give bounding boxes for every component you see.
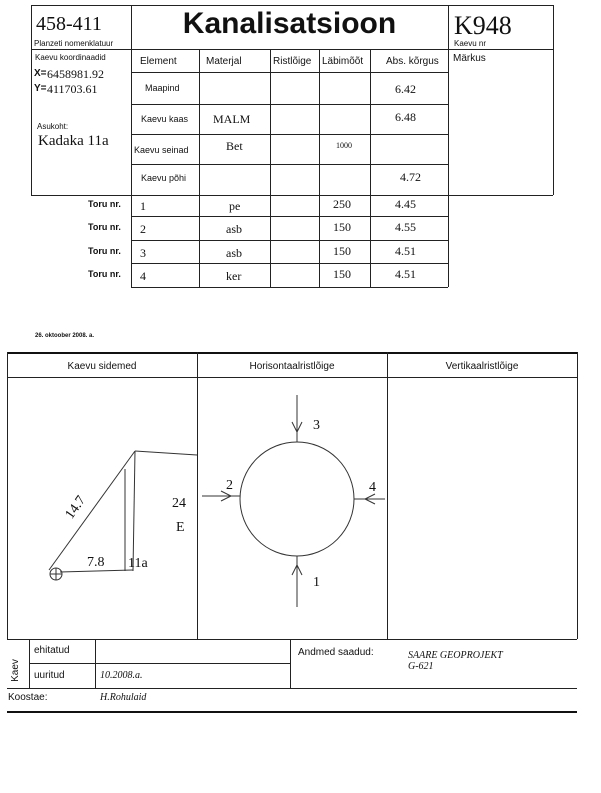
pipe-material-1: pe (229, 199, 241, 213)
pipe-height-3: 4.51 (395, 244, 416, 258)
row-element-ground: Maapind (145, 83, 180, 93)
compiled-by-value: H.Rohulaid (100, 692, 147, 703)
horizontal-section-sketch (197, 377, 387, 639)
col-header-diameter: Läbimõõt (322, 56, 364, 67)
built-label: ehitatud (34, 645, 70, 656)
row-height-lid: 6.48 (395, 110, 416, 124)
pipe-diameter-2: 150 (333, 220, 351, 234)
y-label: Y= (34, 83, 47, 94)
x-label: X= (34, 68, 47, 79)
sketch-dimension-7-8: 7.8 (87, 555, 105, 570)
coords-caption: Kaevu koordinaadid (35, 53, 106, 62)
pipe-diameter-3: 150 (333, 244, 351, 258)
row-element-lid: Kaevu kaas (141, 114, 189, 124)
pipe-diameter-4: 150 (333, 267, 351, 281)
data-source-label: Andmed saadud: (298, 647, 374, 658)
data-source-code: G-621 (408, 661, 434, 672)
sketch-dimension-24: 24 (172, 496, 186, 511)
nomenclature-value: 458-411 (36, 13, 102, 35)
pipe-marker-3: 3 (313, 418, 320, 433)
row-material-lid: MALM (213, 112, 251, 126)
pipe-material-4: ker (226, 269, 242, 283)
nomenclature-caption: Planzeti nomenklatuur (34, 39, 114, 48)
pipe-height-2: 4.55 (395, 220, 416, 234)
pipe-diameter-1: 250 (333, 197, 351, 211)
section-title-vertical: Vertikaalristlõige (445, 361, 519, 372)
compiled-by-label: Koostae: (8, 692, 48, 703)
location-value: Kadaka 11a (38, 133, 109, 149)
section-title-connections: Kaevu sidemed (67, 361, 137, 372)
pipe-label-2: Toru nr. (88, 222, 121, 232)
pipe-label-3: Toru nr. (88, 246, 121, 256)
col-header-material: Materjal (206, 56, 242, 67)
pipe-material-2: asb (226, 222, 242, 236)
pipe-height-1: 4.45 (395, 197, 416, 211)
well-label: Kaev (9, 659, 21, 682)
pipe-nr-4: 4 (140, 269, 146, 283)
x-value: 6458981.92 (47, 67, 104, 81)
pipe-nr-1: 1 (140, 199, 146, 213)
surveyed-label: uuritud (34, 670, 65, 681)
sketch-dimension-14-7: 14.7 (62, 493, 90, 523)
pipe-label-4: Toru nr. (88, 269, 121, 279)
col-header-abs-height: Abs. kõrgus (386, 56, 439, 67)
connection-sketch (7, 377, 197, 639)
pipe-marker-2: 2 (226, 478, 233, 493)
well-number-value: K948 (454, 11, 512, 40)
surveyed-value: 10.2008.a. (100, 670, 143, 681)
col-header-cross-section: Ristlõige (273, 56, 312, 67)
pipe-marker-1: 1 (313, 575, 320, 590)
well-number-caption: Kaevu nr (454, 39, 487, 48)
y-value: 411703.61 (47, 82, 98, 96)
col-header-element: Element (140, 56, 177, 67)
pipe-height-4: 4.51 (395, 267, 416, 281)
data-source-value: SAARE GEOPROJEKT (408, 650, 503, 661)
sketch-label-e: E (176, 520, 185, 535)
sketch-label-11a: 11a (128, 556, 148, 571)
row-height-ground: 6.42 (395, 82, 416, 96)
row-element-walls: Kaevu seinad (134, 145, 189, 155)
section-title-horizontal: Horisontaalristlõige (249, 361, 335, 372)
pipe-material-3: asb (226, 246, 242, 260)
pipe-label-1: Toru nr. (88, 199, 121, 209)
page-title: Kanalisatsioon (182, 7, 397, 40)
pipe-nr-2: 2 (140, 222, 146, 236)
row-material-walls: Bet (226, 139, 243, 153)
row-diameter-walls: 1000 (336, 141, 352, 150)
location-caption: Asukoht: (37, 122, 69, 131)
col-header-remarks: Märkus (453, 53, 486, 64)
row-element-bottom: Kaevu põhi (141, 173, 187, 183)
date-line: 26. oktoober 2008. a. (35, 333, 95, 339)
row-height-bottom: 4.72 (400, 170, 421, 184)
pipe-nr-3: 3 (140, 246, 146, 260)
pipe-marker-4: 4 (369, 480, 376, 495)
